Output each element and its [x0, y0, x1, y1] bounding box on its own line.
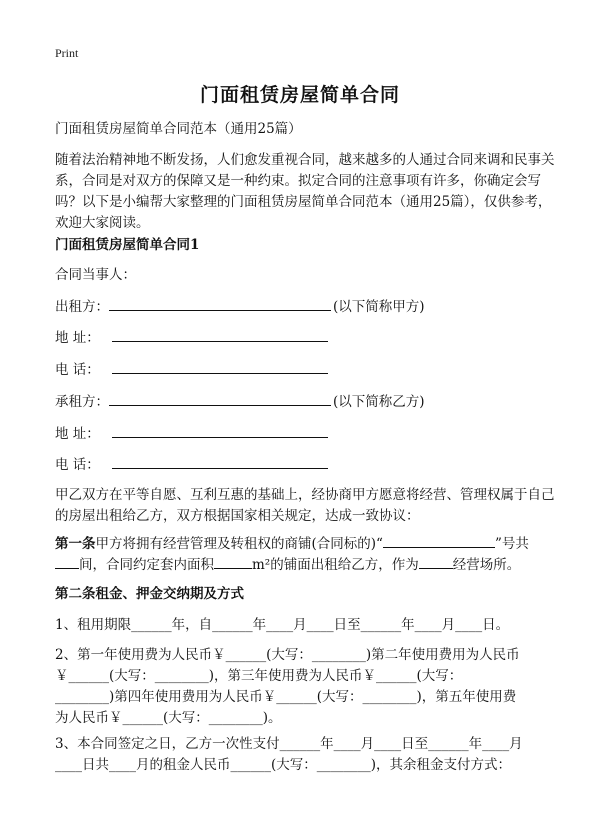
lessee-label: 承租方： [55, 394, 109, 410]
fee-item-line4: 为人民币￥______(大写：________)。 [55, 710, 282, 726]
article1-text4: 经营场所。 [452, 557, 521, 573]
lessee-phone-blank[interactable] [112, 453, 328, 469]
print-link[interactable]: Print [55, 46, 79, 60]
intro-paragraph: 随着法治精神地不断发扬，人们愈发重视合同，越来越多的人通过合同来调和民事关系，合同是对双方的保障又是一种约束。拟定合同的注意事项有许多，你确定会写吗？以下是小编帮大家整理的门面租赁房屋简单合同范本（通用25篇），仅供参考，欢迎大家阅读。 [55, 152, 555, 231]
lessor-label: 出租方： [55, 299, 109, 315]
document-subtitle: 门面租赁房屋简单合同范本（通用25篇） [55, 121, 302, 137]
agreement-paragraph: 甲乙双方在平等自愿、互利互惠的基础上，经协商甲方愿意将经营、管理权属于自己的房屋出租给乙方，双方根据国家相关规定，达成一致协议： [55, 487, 555, 524]
lessee-phone-row [55, 453, 328, 476]
lessee-row [55, 390, 425, 413]
business-type-blank[interactable] [419, 553, 453, 569]
payment-item-line2: ____日共____月的租金人民币______(大写：________)，其余租金支付方式： [55, 757, 512, 773]
payment-item-line1: 3、本合同签定之日，乙方一次性支付______年____月____日至______年____月 [55, 736, 523, 752]
lessee-suffix: (以下简称乙方) [333, 394, 425, 410]
article1-line2 [55, 553, 520, 576]
area-blank[interactable] [214, 553, 252, 569]
fee-item-line2: ￥______(大写：________)，第三年使用费为人民币￥______(大写： [55, 668, 463, 684]
lessor-address-blank[interactable] [112, 326, 328, 342]
document-title: 门面租赁房屋简单合同 [199, 84, 400, 106]
parties-label: 合同当事人： [55, 267, 136, 283]
article1-text: 甲方将拥有经营管理及转租权的商铺(合同标的)“ [95, 536, 383, 552]
lessee-blank[interactable] [109, 390, 331, 406]
article1-end: ”号共 [494, 536, 529, 552]
article1-lead: 第一条 [55, 536, 96, 552]
article1-text2: 间，合同约定套内面积 [79, 557, 214, 573]
lessor-suffix: (以下简称甲方) [333, 299, 425, 315]
term-item: 1、租用期限______年，自______年____月____日至______年____月____日。 [55, 617, 510, 633]
address-label: 地 址： [55, 330, 100, 346]
article2-heading: 第二条租金、押金交纳期及方式 [55, 586, 244, 602]
lessee-address-row [55, 422, 328, 445]
phone-label: 电 话： [55, 362, 100, 378]
phone-label: 电 话： [55, 457, 100, 473]
lessor-phone-row [55, 358, 328, 381]
unit-count-blank[interactable] [55, 553, 79, 569]
lessor-row [55, 295, 425, 318]
fee-item-line1: 2、第一年使用费为人民币￥______(大写：________)第二年使用费用为人民币 [55, 647, 520, 663]
fee-item-line3: ________)第四年使用费用为人民币￥______(大写：________)，第五年使用费 [55, 689, 517, 705]
lessor-phone-blank[interactable] [112, 358, 328, 374]
article1-text3: m²的铺面出租给乙方，作为 [252, 557, 419, 573]
lessor-blank[interactable] [109, 295, 331, 311]
section-heading: 门面租赁房屋简单合同1 [55, 237, 200, 253]
lessor-address-row [55, 326, 328, 349]
address-label: 地 址： [55, 426, 100, 442]
article1-line1 [55, 532, 529, 555]
lessee-address-blank[interactable] [112, 422, 328, 438]
shop-number-blank[interactable] [383, 532, 495, 548]
